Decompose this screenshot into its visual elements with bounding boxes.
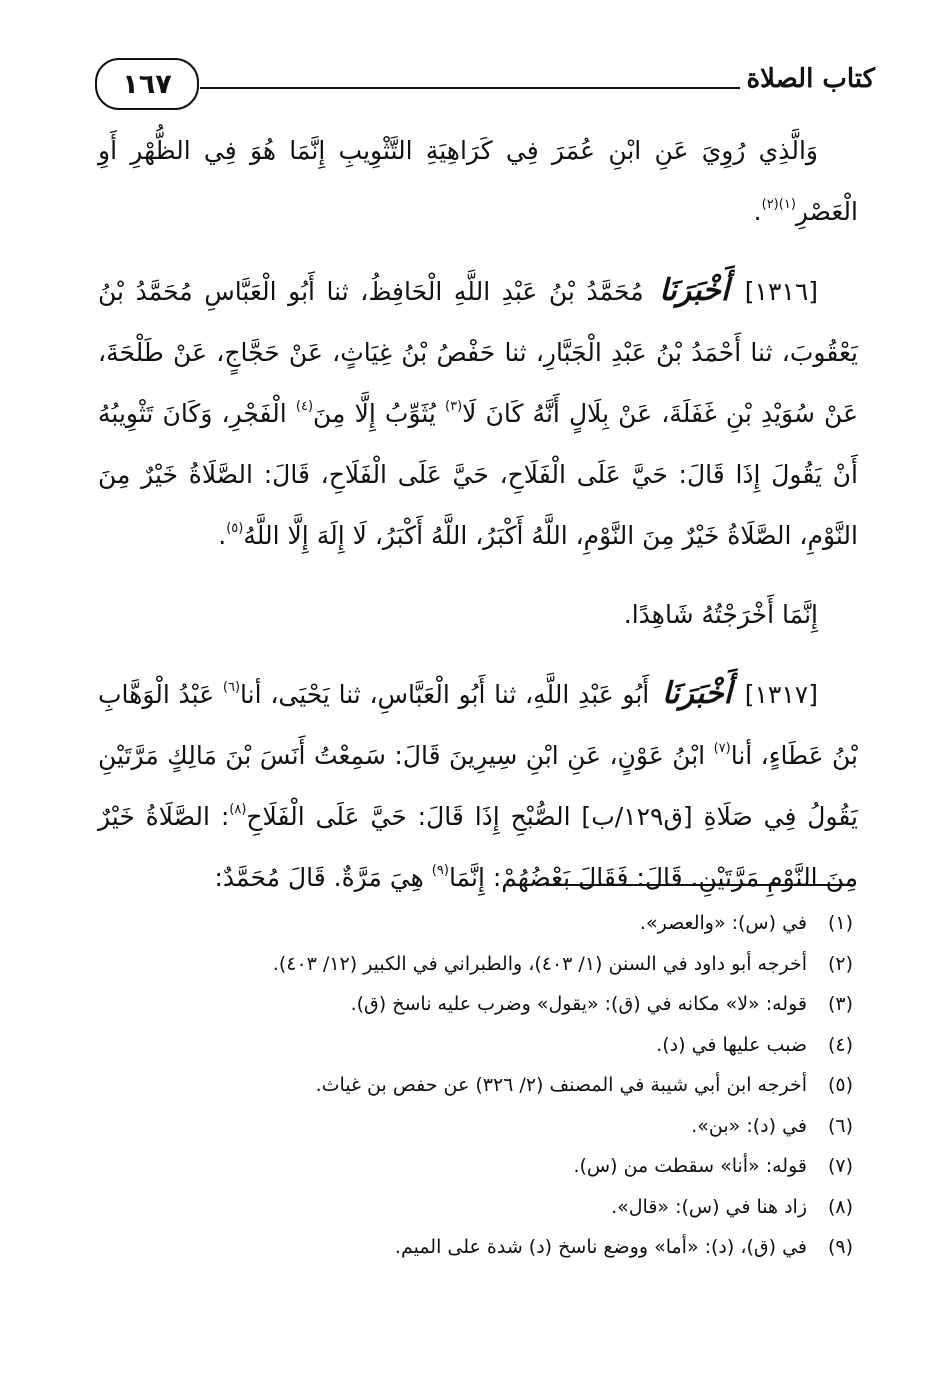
footnote-number: (٤) bbox=[827, 1033, 853, 1056]
footnote-item bbox=[98, 1106, 853, 1147]
footnote-text: في (س): «والعصر». bbox=[639, 912, 807, 934]
footnote-text: في (د): «بن». bbox=[691, 1114, 807, 1137]
footnote-ref: (٥) bbox=[226, 521, 244, 536]
footnote-text: أخرجه ابن أبي شيبة في المصنف (٢/ ٣٢٦) عن حفص بن غياث. bbox=[315, 1074, 807, 1096]
footnote-item bbox=[98, 1187, 853, 1228]
hadith-text: يُثَوِّبُ إِلَّا مِنَ bbox=[313, 399, 436, 428]
footnote-text: زاد هنا في (س): «قال». bbox=[611, 1195, 807, 1218]
footnote-ref: (٨) bbox=[229, 802, 247, 817]
footnote-number: (٩) bbox=[827, 1236, 853, 1258]
footnote-number: (٣) bbox=[827, 993, 853, 1015]
footnote-item bbox=[98, 1065, 853, 1106]
hadith-number: [١٣١٦] bbox=[744, 277, 819, 306]
footnote-item bbox=[98, 903, 853, 944]
footnote-ref: (١)(٢) bbox=[761, 197, 796, 212]
akhbarana-keyword: أَخْبَرَنَا bbox=[662, 676, 732, 711]
footnote-separator bbox=[546, 884, 852, 886]
paragraph-text: وَالَّذِي رُوِيَ عَنِ ابْنِ عُمَرَ فِي كَرَاهِيَةِ التَّثْوِيبِ إِنَّمَا هُوَ فِي الظُّهْرِ أَوِ الْعَصْرِ bbox=[98, 136, 858, 226]
footnote-ref: (٣) bbox=[445, 399, 463, 414]
hadith-1317 bbox=[98, 663, 858, 908]
footnote-text: أخرجه أبو داود في السنن (١/ ٤٠٣)، والطبراني في الكبير (١٢/ ٤٠٣). bbox=[272, 952, 807, 975]
paragraph-ibn-umar: وَالَّذِي رُوِيَ عَنِ ابْنِ عُمَرَ فِي كَرَاهِيَةِ التَّثْوِيبِ إِنَّمَا هُوَ فِي الظُّهْرِ أَوِ الْعَصْرِ$^{(١)(٢)}$. bbox=[98, 136, 858, 226]
footnote-ref: (٩) bbox=[431, 863, 449, 878]
author-comment: إِنَّمَا أَخْرَجْتُهُ شَاهِدًا. bbox=[623, 600, 818, 629]
footnote-item bbox=[98, 1227, 853, 1268]
footnote-text: ضبب عليها في (د). bbox=[656, 1033, 807, 1056]
footnote-number: (٦) bbox=[827, 1114, 853, 1137]
page-number-badge: ١٦٧ bbox=[95, 58, 199, 110]
footnote-item bbox=[98, 1025, 853, 1066]
footnote-text: قوله: «لا» مكانه في (ق): «يقول» وضرب عليه ناسخ (ق). bbox=[350, 993, 807, 1015]
footnote-number: (٢) bbox=[827, 952, 853, 975]
footnote-text: في (ق)، (د): «أما» ووضع ناسخ (د) شدة على الميم. bbox=[394, 1236, 807, 1258]
hadith-text: هِيَ مَرَّةٌ. قَالَ مُحَمَّدٌ: bbox=[214, 863, 424, 892]
footnote-number: (٨) bbox=[827, 1195, 853, 1218]
hadith-number: [١٣١٧] bbox=[744, 680, 818, 709]
footnote-item bbox=[98, 1146, 853, 1187]
hadith-text: عَبْدُ الْوَهَّابِ بْنُ عَطَاءٍ، أنا bbox=[98, 680, 858, 770]
footnote-ref: (٤) bbox=[295, 399, 314, 414]
footnote-item bbox=[98, 944, 853, 985]
footnote-text: قوله: «أنا» سقطت من (س). bbox=[573, 1155, 807, 1177]
footnote-item bbox=[98, 984, 853, 1025]
footnote-number: (٥) bbox=[827, 1074, 853, 1096]
footnote-number: (١) bbox=[827, 912, 853, 934]
hadith-text: مُحَمَّدُ بْنُ عَبْدِ اللَّهِ الْحَافِظُ، ثنا أَبُو الْعَبَّاسِ مُحَمَّدُ بْنُ يَعْقُوبَ، ثنا أَحْمَدُ بْنُ عَبْدِ الْجَبَّارِ، ثنا حَفْصُ بْنُ غِيَاثٍ، عَنْ حَجَّاجٍ، عَنْ طَلْحَةَ، عَنْ سُوَيْدِ بْنِ غَفَلَةَ، عَنْ بِلَالٍ أَنَّهُ كَانَ لَا bbox=[98, 277, 858, 428]
footnote-ref: (٦) bbox=[222, 680, 241, 695]
footnote-number: (٧) bbox=[827, 1155, 853, 1177]
footnote-ref: (٧) bbox=[713, 741, 731, 756]
hadith-text: أَبُو عَبْدِ اللَّهِ، ثنا أَبُو الْعَبَّاسِ، ثنا يَحْيَى، أنا bbox=[240, 680, 650, 709]
hadith-1316: [١٣١٦] أَخْبَرَنَا مُحَمَّدُ بْنُ عَبْدِ اللَّهِ الْحَافِظُ، ثنا أَبُو الْعَبَّاسِ مُحَمَّدُ بْنُ يَعْقُوبَ، ثنا أَحْمَدُ بْنُ عَبْدِ الْجَبَّارِ، ثنا حَفْصُ بْنُ غِيَاثٍ، عَنْ حَجَّاجٍ، عَنْ طَلْحَةَ، عَنْ سُوَيْدِ بْنِ غَفَلَةَ، عَنْ بِلَالٍ أَنَّهُ كَانَ لَا$^{(٣)}$ يُثَوِّبُ إِلَّا مِنَ$^{(٤)}$ الْفَجْرِ، وَكَانَ تَثْوِيبُهُ أَنْ يَقُولَ إِذَا قَالَ: حَيَّ عَلَى الْفَلَاحِ، حَيَّ عَلَى الْفَلَاحِ، قَالَ: الصَّلَاةُ خَيْرٌ مِنَ النَّوْمِ، الصَّلَاةُ خَيْرٌ مِنَ النَّوْمِ، اللَّهُ أَكْبَرُ، اللَّهُ أَكْبَرُ، لَا إِلَهَ إِلَّا اللَّهُ$^{(٥)}$. bbox=[98, 273, 858, 550]
header-rule bbox=[200, 87, 740, 89]
running-title: كتاب الصلاة bbox=[746, 64, 875, 94]
hadith-text: ابْنُ عَوْنٍ، عَنِ ابْنِ سِيرِينَ قَالَ: سَمِعْتُ أَنَسَ بْنَ مَالِكٍ مَرَّتَيْنِ يَقُولُ فِي صَلَاةِ [ق١٢٩/ب] الصُّبْحِ إِذَا قَالَ: حَيَّ عَلَى الْفَلَاحِ bbox=[98, 741, 858, 831]
akhbarana-keyword: أَخْبَرَنَا bbox=[659, 273, 730, 308]
main-text bbox=[98, 120, 858, 926]
page-header bbox=[95, 52, 875, 112]
footnotes bbox=[98, 903, 853, 1268]
hadith-text: : الصَّلَاةُ خَيْرٌ مِنَ النَّوْمِ مَرَّتَيْنِ. قَالَ: فَقَالَ بَعْضُهُمْ: إِنَّمَا bbox=[98, 802, 858, 892]
hadith-text: الْفَجْرِ، وَكَانَ تَثْوِيبُهُ أَنْ يَقُولَ إِذَا قَالَ: حَيَّ عَلَى الْفَلَاحِ، حَيَّ عَلَى الْفَلَاحِ، قَالَ: الصَّلَاةُ خَيْرٌ مِنَ النَّوْمِ، الصَّلَاةُ خَيْرٌ مِنَ النَّوْمِ، اللَّهُ أَكْبَرُ، اللَّهُ أَكْبَرُ، لَا إِلَهَ إِلَّا اللَّهُ bbox=[98, 399, 858, 550]
